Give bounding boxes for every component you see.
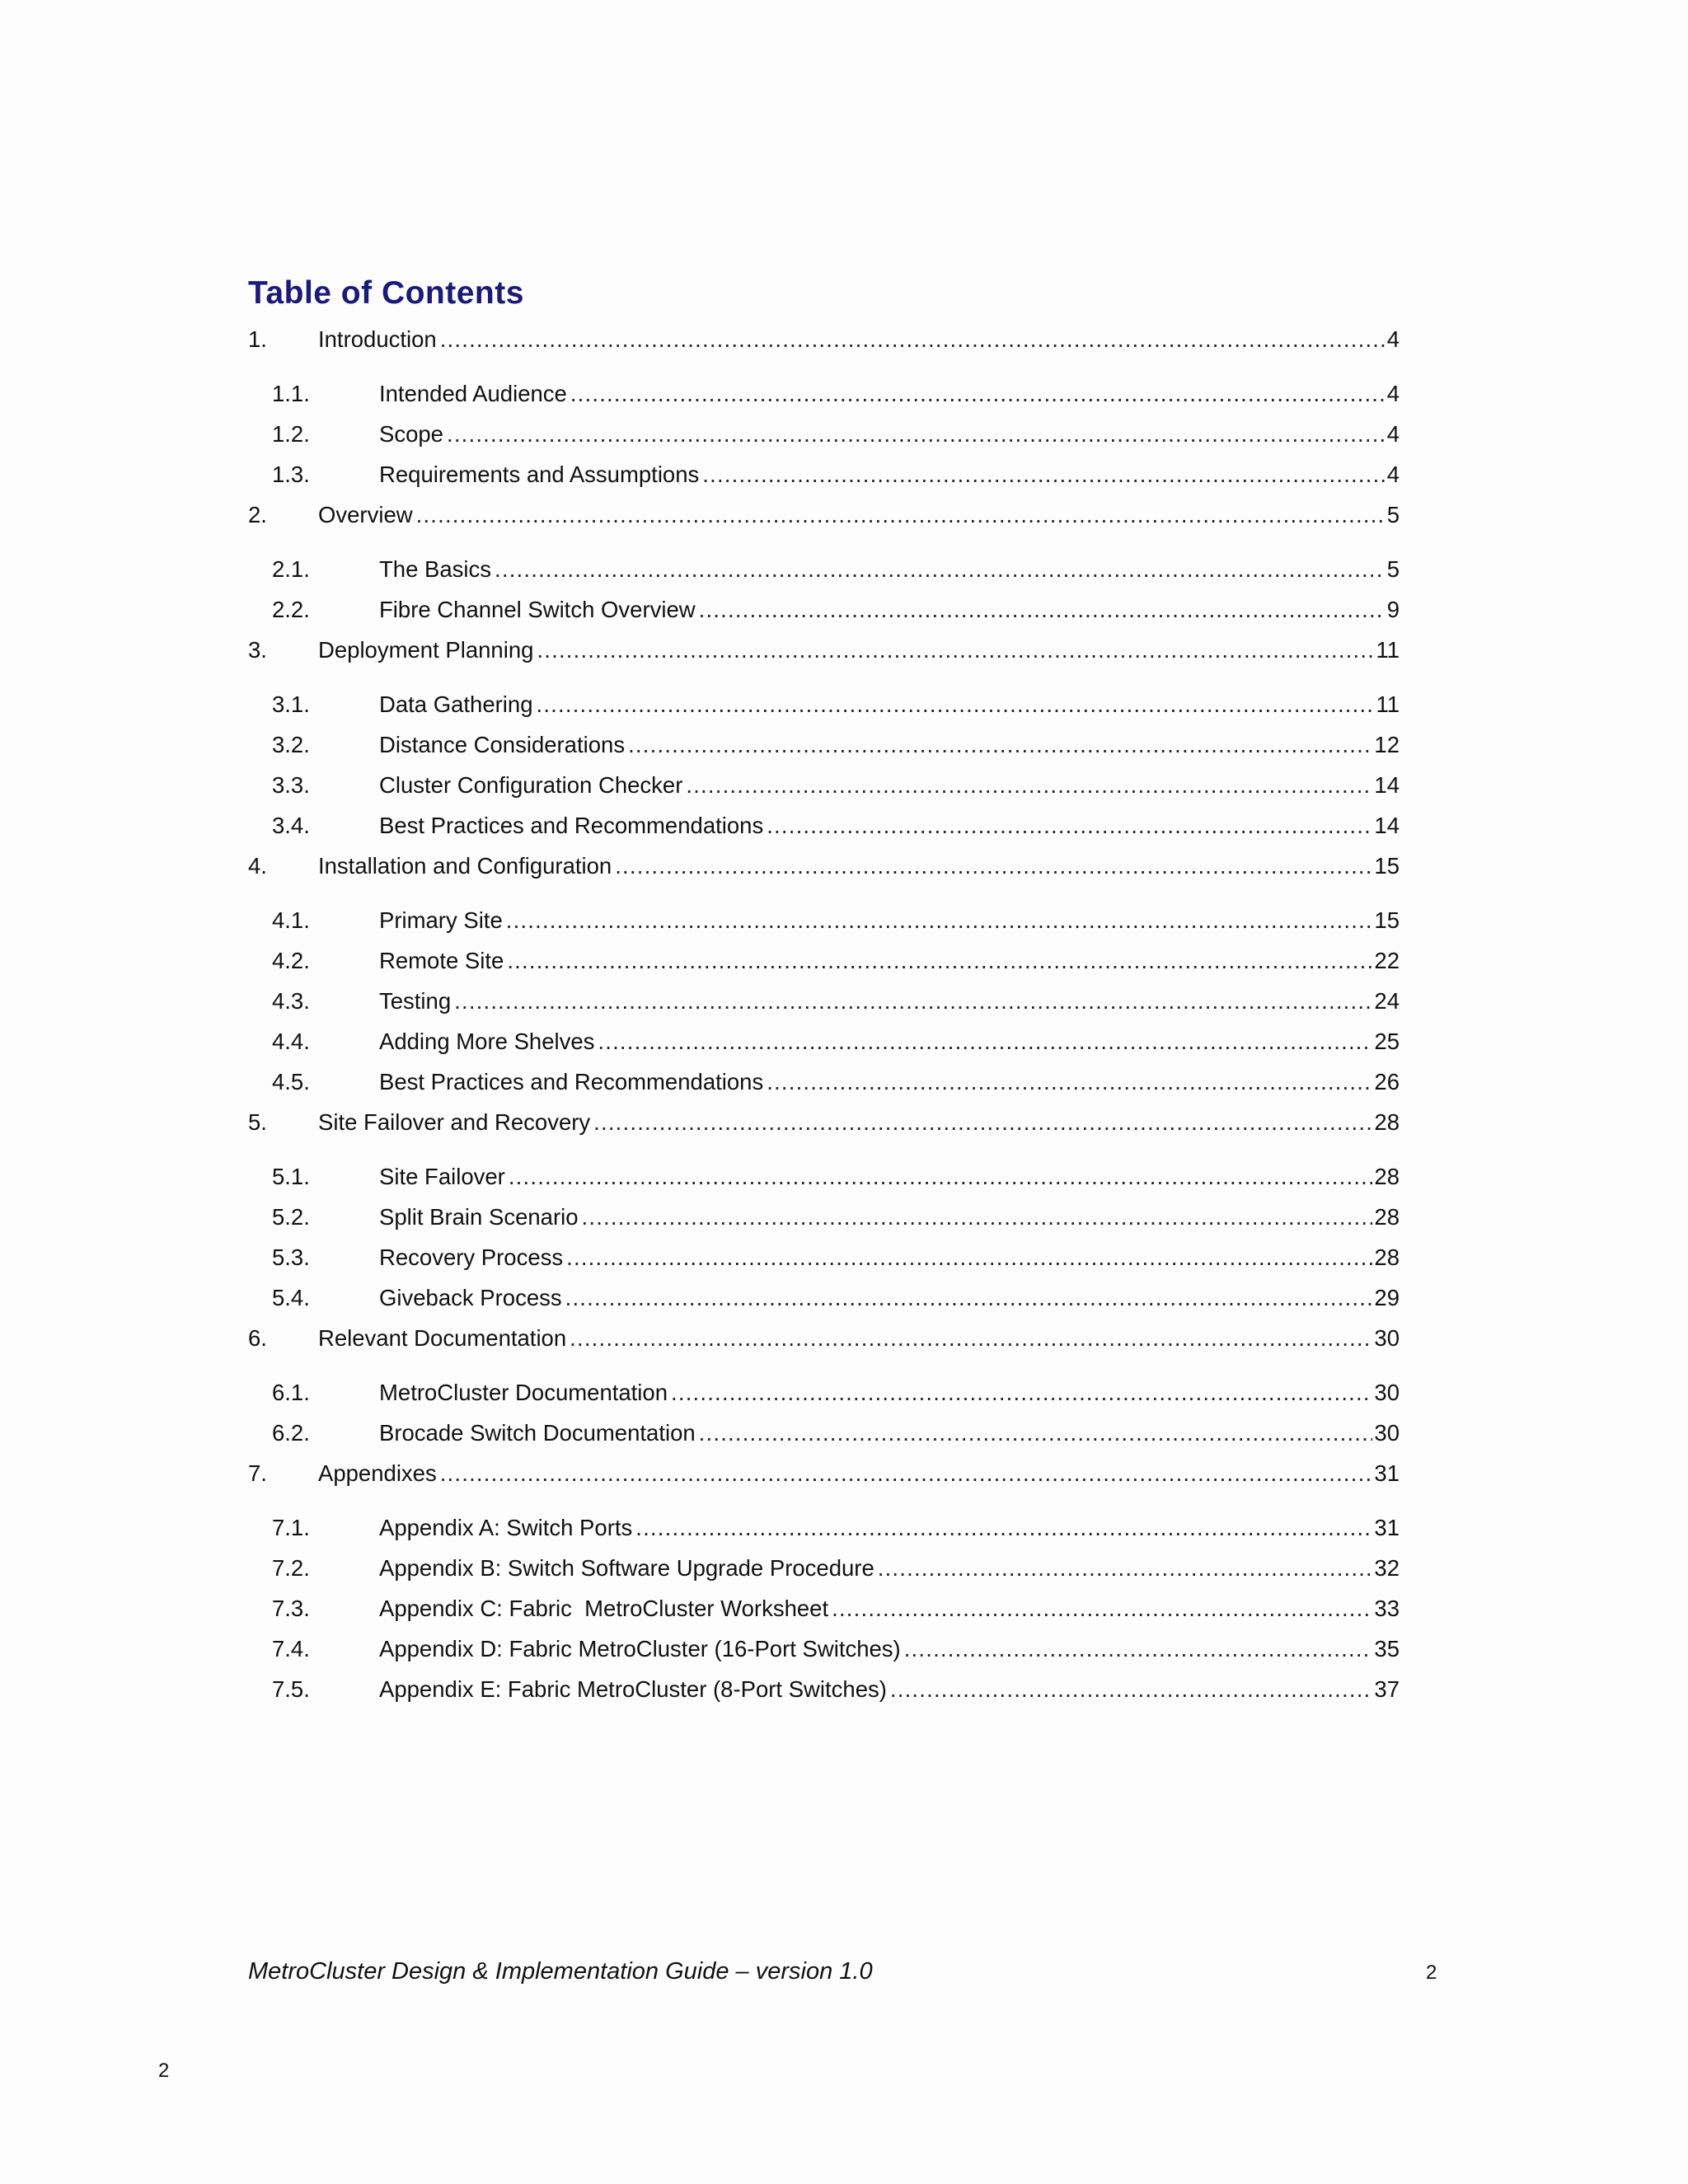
toc-entry-number: 7.5.: [272, 1676, 310, 1702]
toc-entry[interactable]: [248, 771, 1400, 800]
toc-entry-title: Intended Audience: [379, 381, 567, 406]
toc-entry[interactable]: [248, 1067, 1400, 1097]
dot-leader: [832, 1594, 1372, 1624]
dot-leader: [904, 1634, 1373, 1664]
toc-entry-page: 4: [1386, 462, 1400, 487]
dot-leader: [454, 987, 1372, 1016]
toc-entry-number: 1.2.: [272, 421, 310, 447]
toc-entry-title: Site Failover and Recovery: [318, 1109, 591, 1135]
toc-entry[interactable]: [248, 851, 1400, 881]
toc-entry-page: 26: [1374, 1069, 1400, 1094]
toc-entry-number: 4.2.: [272, 948, 310, 973]
toc-entry-page: 28: [1374, 1204, 1400, 1230]
toc-entry-page: 4: [1386, 326, 1400, 352]
toc-entry[interactable]: [248, 1243, 1400, 1272]
dot-leader: [628, 730, 1372, 760]
toc-entry-number: 4.5.: [272, 1069, 310, 1094]
dot-leader: [699, 595, 1386, 625]
toc-entry-title: Site Failover: [379, 1164, 505, 1189]
toc-entry[interactable]: [248, 987, 1400, 1016]
toc-entry-title: Testing: [379, 988, 452, 1014]
toc-entry-page: 29: [1374, 1285, 1400, 1310]
toc-entry-number: 7.2.: [272, 1555, 310, 1581]
toc-entry-number: 2.2.: [272, 597, 310, 622]
toc-entry-number: 7.1.: [272, 1515, 310, 1540]
toc-entry[interactable]: [248, 1283, 1400, 1313]
dot-leader: [565, 1283, 1373, 1313]
toc-entry-page: 15: [1374, 853, 1400, 879]
dot-leader: [440, 1459, 1373, 1488]
dot-leader: [699, 1418, 1373, 1448]
toc-entry-page: 30: [1374, 1380, 1400, 1405]
dot-leader: [582, 1202, 1373, 1232]
toc-entry-number: 3.3.: [272, 772, 310, 798]
dot-leader: [767, 811, 1372, 841]
dot-leader: [890, 1675, 1373, 1704]
toc-entry[interactable]: [248, 946, 1400, 976]
toc-entry[interactable]: [248, 325, 1400, 354]
toc-entry-page: 9: [1386, 597, 1400, 622]
toc-entry-number: 6.2.: [272, 1420, 310, 1446]
toc-entry-title: Primary Site: [379, 907, 503, 933]
toc-entry-title: Recovery Process: [379, 1244, 564, 1270]
toc-entry-page: 11: [1376, 637, 1400, 663]
toc-entry[interactable]: [248, 1108, 1400, 1137]
toc-entry-page: 30: [1374, 1325, 1400, 1351]
toc-entry-number: 1.1.: [272, 381, 310, 406]
toc-entry[interactable]: [248, 1378, 1400, 1408]
toc-entry[interactable]: [248, 1634, 1400, 1664]
toc-entry-page: 14: [1374, 772, 1400, 798]
toc-entry-number: 3.4.: [272, 813, 310, 838]
toc-entry-number: 1.3.: [272, 462, 310, 487]
toc-entry-number: 7.3.: [272, 1596, 310, 1621]
toc-entry[interactable]: [248, 1675, 1400, 1704]
toc-entry-title: The Basics: [379, 556, 492, 582]
toc-entry-page: 32: [1374, 1555, 1400, 1581]
toc-entry-title: Introduction: [318, 326, 437, 352]
toc-entry[interactable]: [248, 1027, 1400, 1057]
toc-entry[interactable]: [248, 811, 1400, 841]
toc-entry-number: 4.3.: [272, 988, 310, 1014]
dot-leader: [671, 1378, 1372, 1408]
scan-page-number: 2: [158, 2060, 170, 2082]
dot-leader: [878, 1554, 1373, 1583]
toc-entry[interactable]: [248, 595, 1400, 625]
toc-entry[interactable]: [248, 1459, 1400, 1488]
toc-entry-number: 6.: [248, 1325, 267, 1351]
toc-entry-page: 31: [1374, 1460, 1400, 1486]
toc-entry[interactable]: [248, 555, 1400, 584]
toc-entry-title: Installation and Configuration: [318, 853, 612, 879]
toc-entry-number: 6.1.: [272, 1380, 310, 1405]
toc-entry-page: 22: [1374, 948, 1400, 973]
toc-entry-title: Appendix C: Fabric MetroCluster Worksheet: [379, 1596, 829, 1621]
dot-leader: [537, 690, 1375, 719]
toc-entry-title: Best Practices and Recommendations: [379, 813, 764, 838]
toc-heading: Table of Contents: [248, 275, 524, 311]
footer-document-title: MetroCluster Design & Implementation Guide – version 1.0: [248, 1958, 873, 1985]
toc-entry-title: Brocade Switch Documentation: [379, 1420, 696, 1446]
toc-entry-number: 4.4.: [272, 1029, 310, 1054]
dot-leader: [509, 1162, 1373, 1192]
toc-entry-page: 11: [1376, 691, 1400, 717]
toc-entry-title: Best Practices and Recommendations: [379, 1069, 764, 1094]
toc-entry-title: Fibre Channel Switch Overview: [379, 597, 696, 622]
toc-entry-title: Appendix B: Switch Software Upgrade Procedure: [379, 1555, 874, 1581]
dot-leader: [566, 1243, 1372, 1272]
toc-entry-page: 28: [1374, 1109, 1400, 1135]
toc-entry[interactable]: [248, 690, 1400, 719]
toc-entry-number: 5.4.: [272, 1285, 310, 1310]
toc-entry-number: 5.: [248, 1109, 267, 1135]
toc-entry[interactable]: [248, 1554, 1400, 1583]
toc-entry-page: 15: [1374, 907, 1400, 933]
toc-entry-page: 5: [1386, 502, 1400, 527]
toc-entry-page: 30: [1374, 1420, 1400, 1446]
toc-entry[interactable]: [248, 500, 1400, 530]
toc-entry-number: 4.1.: [272, 907, 310, 933]
toc-entry[interactable]: [248, 1202, 1400, 1232]
toc-entry-page: 24: [1374, 988, 1400, 1014]
toc-entry-number: 3.2.: [272, 732, 310, 757]
toc-entry-number: 2.: [248, 502, 267, 527]
dot-leader: [495, 555, 1386, 584]
toc-entry-number: 1.: [248, 326, 267, 352]
toc-entry[interactable]: [248, 906, 1400, 935]
dot-leader: [570, 379, 1386, 409]
toc-entry-title: Requirements and Assumptions: [379, 462, 700, 487]
toc-entry-title: Appendix E: Fabric MetroCluster (8-Port Switches): [379, 1676, 887, 1702]
dot-leader: [507, 946, 1372, 976]
toc-entry-title: Giveback Process: [379, 1285, 562, 1310]
footer-page-number: 2: [1426, 1961, 1437, 1984]
toc-entry-page: 31: [1374, 1515, 1400, 1540]
toc-entry[interactable]: [248, 379, 1400, 409]
toc-entry-number: 5.1.: [272, 1164, 310, 1189]
toc-entry-page: 4: [1386, 421, 1400, 447]
dot-leader: [702, 460, 1385, 490]
toc-entry-title: Appendixes: [318, 1460, 437, 1486]
toc-entry-title: Scope: [379, 421, 443, 447]
toc-entry-number: 5.3.: [272, 1244, 310, 1270]
toc-entry-page: 5: [1386, 556, 1400, 582]
toc-entry-number: 7.4.: [272, 1636, 310, 1661]
toc-entry[interactable]: [248, 1594, 1400, 1624]
dot-leader: [767, 1067, 1372, 1097]
dot-leader: [506, 906, 1373, 935]
dot-leader: [686, 771, 1372, 800]
toc-entry-number: 4.: [248, 853, 267, 879]
toc-entry[interactable]: [248, 1513, 1400, 1543]
toc-entry-title: Split Brain Scenario: [379, 1204, 579, 1230]
toc-entry-page: 35: [1374, 1636, 1400, 1661]
toc-entry-title: MetroCluster Documentation: [379, 1380, 668, 1405]
toc-entry-page: 28: [1374, 1244, 1400, 1270]
dot-leader: [593, 1108, 1372, 1137]
toc-entry-number: 3.: [248, 637, 267, 663]
toc-entry-title: Appendix D: Fabric MetroCluster (16-Port Switches): [379, 1636, 901, 1661]
toc-entry-title: Cluster Configuration Checker: [379, 772, 683, 798]
dot-leader: [615, 851, 1372, 881]
toc-entry-page: 37: [1374, 1676, 1400, 1702]
dot-leader: [570, 1324, 1372, 1353]
dot-leader: [598, 1027, 1372, 1057]
toc-entry-number: 5.2.: [272, 1204, 310, 1230]
toc-entry[interactable]: [248, 460, 1400, 490]
toc-entry[interactable]: [248, 1162, 1400, 1192]
toc-entry-page: 12: [1374, 732, 1400, 757]
toc-entry-title: Overview: [318, 502, 413, 527]
toc-entry-title: Adding More Shelves: [379, 1029, 595, 1054]
dot-leader: [537, 635, 1374, 665]
toc-entry-title: Appendix A: Switch Ports: [379, 1515, 633, 1540]
toc-entry[interactable]: [248, 419, 1400, 449]
dot-leader: [635, 1513, 1372, 1543]
toc-entry[interactable]: [248, 1324, 1400, 1353]
toc-entry-title: Remote Site: [379, 948, 504, 973]
dot-leader: [440, 325, 1386, 354]
toc-entry-title: Distance Considerations: [379, 732, 626, 757]
toc-entry-number: 3.1.: [272, 691, 310, 717]
toc-entry-number: 2.1.: [272, 556, 310, 582]
dot-leader: [447, 419, 1386, 449]
toc-entry[interactable]: [248, 635, 1400, 665]
toc-entry[interactable]: [248, 1418, 1400, 1448]
toc-entry-title: Deployment Planning: [318, 637, 534, 663]
toc-entry-page: 25: [1374, 1029, 1400, 1054]
toc-entry-page: 4: [1386, 381, 1400, 406]
toc-entry-number: 7.: [248, 1460, 267, 1486]
toc-entry-page: 28: [1374, 1164, 1400, 1189]
toc-entry[interactable]: [248, 730, 1400, 760]
toc-entry-title: Data Gathering: [379, 691, 533, 717]
toc-entry-page: 33: [1374, 1596, 1400, 1621]
toc-entry-title: Relevant Documentation: [318, 1325, 567, 1351]
toc-entry-page: 14: [1374, 813, 1400, 838]
dot-leader: [416, 500, 1386, 530]
